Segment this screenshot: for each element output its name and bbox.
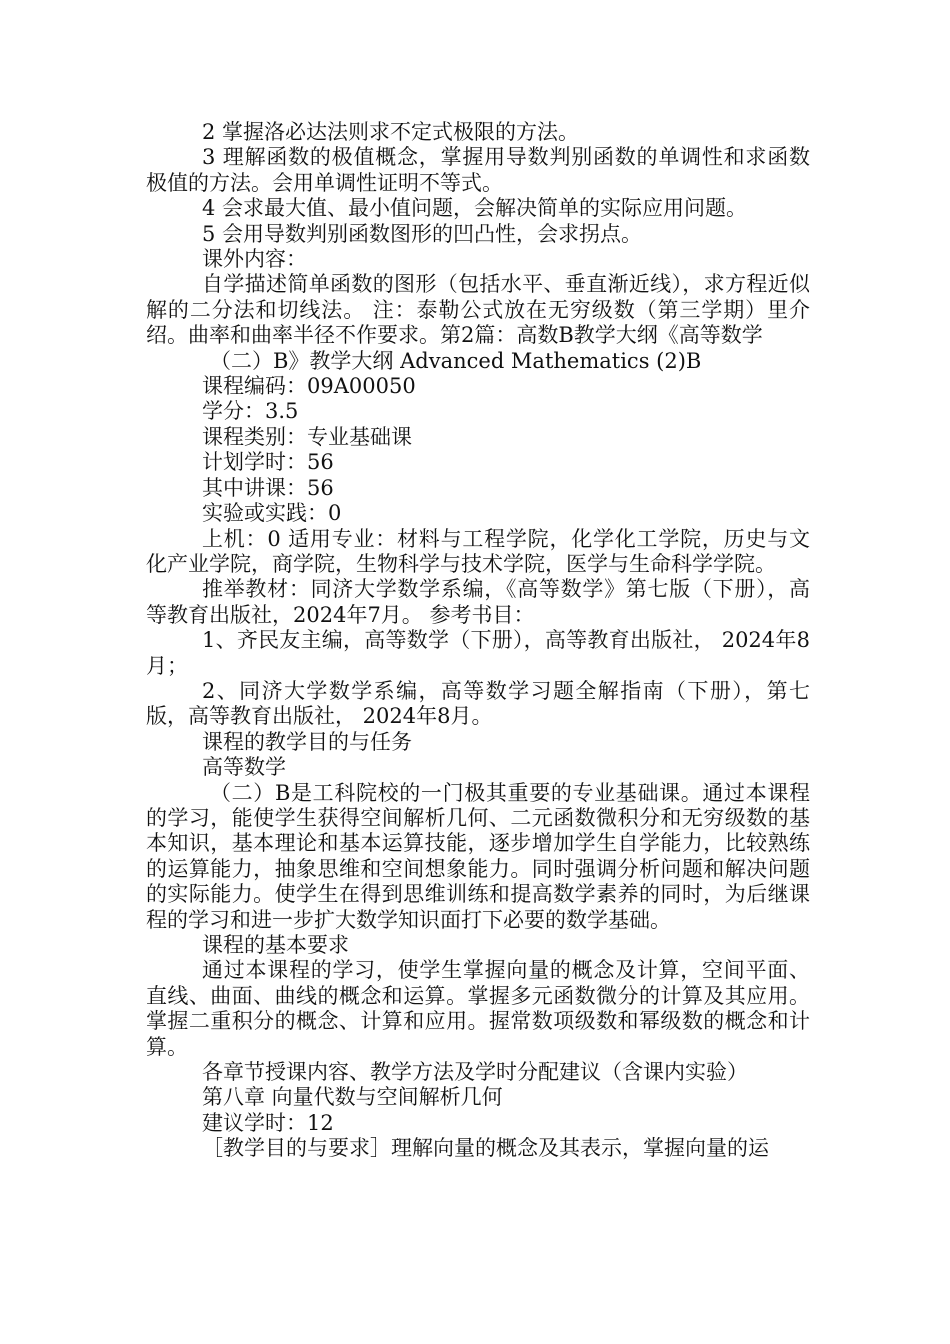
heading-chapter-allocation: 各章节授课内容、教学方法及学时分配建议（含课内实验） — [202, 1060, 748, 1085]
paragraph-requirements: 通过本课程的学习，使学生掌握向量的概念及计算，空间平面、直线、曲面、曲线的概念和运算。掌握多元函数微分的计算及其应用。掌握二重积分的概念、计算和应用。握常数项级数和幂级数的概念和计算。 — [146, 958, 810, 1059]
paragraph-self-study: 自学描述简单函数的图形（包括水平、垂直渐近线），求方程近似解的二分法和切线法。 注：泰勒公式放在无穷级数（第三学期）里介绍。曲率和曲率半径不作要求。第2篇：高数B教学大纲《高等数学 — [146, 272, 810, 348]
paragraph-course-description: （二）B是工科院校的一门极其重要的专业基础课。通过本课程的学习，能使学生获得空间解析几何、二元函数微积分和无穷级数的基本知识，基本理论和基本运算技能，逐步增加学生自学能力，比较熟练的运算能力，抽象思维和空间想象能力。同时强调分析问题和解决问题的实际能力。使学生在得到思维训练和提高数学素养的同时，为后继课程的学习和进一步扩大数学知识面打下必要的数学基础。 — [146, 780, 810, 932]
heading-basic-requirements: 课程的基本要求 — [202, 933, 349, 957]
course-code: 课程编码：09A00050 — [202, 374, 416, 399]
computer-hours-majors: 上机：0 适用专业：材料与工程学院，化学化工学院，历史与文化产业学院，商学院，生物科学与技术学院，医学与生命科学学院。 — [146, 526, 810, 576]
paragraph-lhopital: 2 掌握洛必达法则求不定式极限的方法。 — [202, 120, 580, 144]
heading-extracurricular: 课外内容： — [202, 247, 307, 272]
course-credits: 学分：3.5 — [202, 399, 299, 424]
heading-teaching-purpose: 课程的教学目的与任务 — [202, 729, 412, 754]
syllabus-title: （二）B》教学大纲 Advanced Mathematics (2)B — [210, 348, 702, 373]
recommended-textbook: 推举教材：同济大学数学系编，《高等数学》第七版（下册），高等教育出版社，2024年7月。 参考书目： — [146, 577, 810, 627]
heading-advanced-math: 高等数学 — [202, 755, 286, 780]
heading-chapter-eight: 第八章 向量代数与空间解析几何 — [202, 1085, 503, 1110]
paragraph-teaching-goals: ［教学目的与要求］理解向量的概念及其表示，掌握向量的运 — [202, 1136, 769, 1161]
reference-1: 1、齐民友主编，高等数学（下册），高等教育出版社， 2024年8月； — [146, 628, 810, 678]
paragraph-max-min: 4 会求最大值、最小值问题，会解决简单的实际应用问题。 — [202, 196, 748, 221]
course-category: 课程类别：专业基础课 — [202, 424, 412, 449]
reference-2: 2、同济大学数学系编，高等数学习题全解指南（下册），第七版，高等教育出版社， 2024年8月。 — [146, 678, 810, 729]
document-body — [146, 120, 810, 1162]
paragraph-concavity: 5 会用导数判别函数图形的凹凸性，会求拐点。 — [202, 221, 643, 246]
planned-hours: 计划学时：56 — [202, 450, 334, 475]
practice-hours: 实验或实践：0 — [202, 501, 342, 526]
lecture-hours: 其中讲课：56 — [202, 475, 334, 500]
paragraph-extremum: 3 理解函数的极值概念，掌握用导数判别函数的单调性和求函数极值的方法。会用单调性证明不等式。 — [146, 145, 810, 195]
suggested-hours: 建议学时：12 — [202, 1110, 334, 1135]
